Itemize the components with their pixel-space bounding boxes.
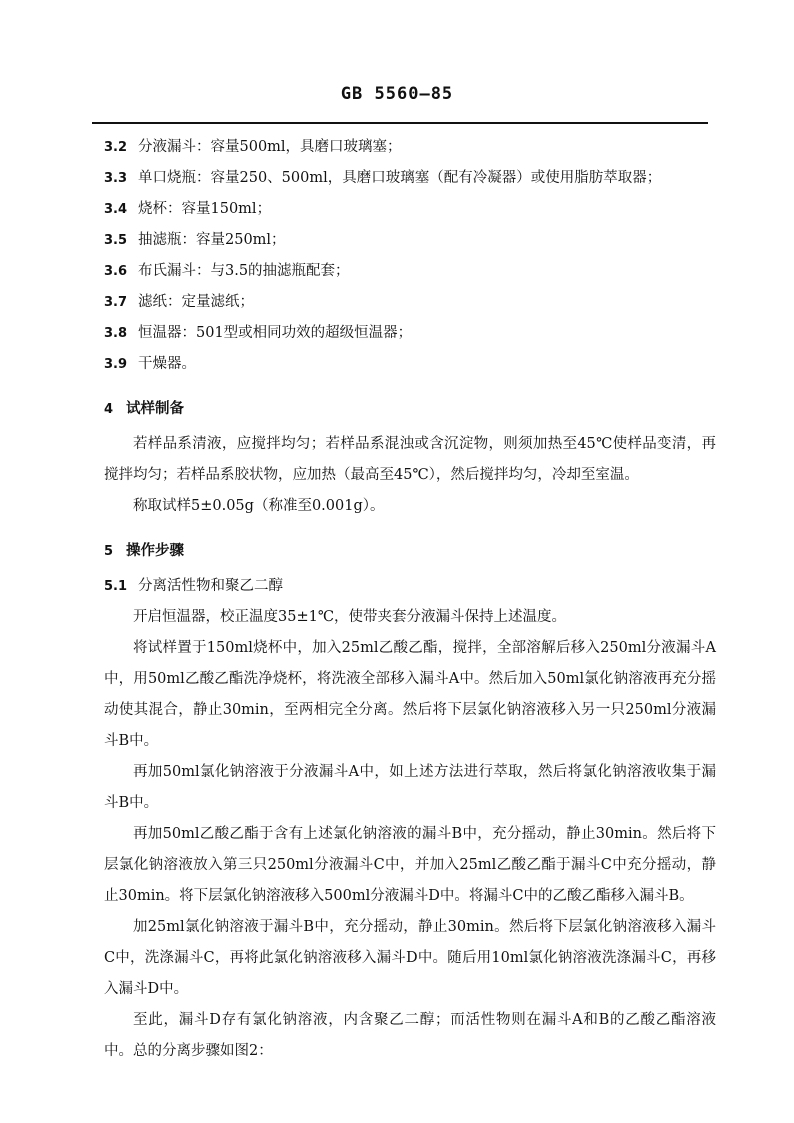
header-rule: [92, 122, 708, 124]
item-number: 3.3: [104, 171, 128, 186]
item-text: 烧杯：容量150ml；: [138, 201, 272, 217]
section-4-heading: [104, 394, 716, 425]
item-text: 抽滤瓶：容量250ml；: [138, 232, 286, 248]
apparatus-item: [104, 349, 716, 380]
subsection-5-1-heading: [104, 571, 716, 602]
paragraph: 至此，漏斗D存有氯化钠溶液，内含聚乙二醇；而活性物则在漏斗A和B的乙酸乙酯溶液中。总的分离步骤如图2：: [104, 1012, 716, 1059]
item-number: 3.7: [104, 295, 128, 310]
section-5-body: [104, 602, 716, 1067]
item-text: 干燥器。: [138, 356, 196, 372]
section-title: 操作步骤: [126, 543, 184, 559]
paragraph: 加25ml氯化钠溶液于漏斗B中，充分摇动，静止30min。然后将下层氯化钠溶液移入漏斗C中，洗涤漏斗C，再将此氯化钠溶液移入漏斗D中。随后用10ml氯化钠溶液洗涤漏斗C，再移入漏斗D中。: [104, 919, 716, 997]
section-number: 5: [104, 544, 114, 559]
document-body: [104, 132, 716, 1067]
apparatus-item: [104, 225, 716, 256]
standard-code-header: GB 5560—85: [340, 84, 454, 104]
section-number: 4: [104, 402, 114, 417]
item-number: 3.8: [104, 326, 128, 341]
item-text: 滤纸：定量滤纸；: [138, 294, 254, 310]
apparatus-item: [104, 132, 716, 163]
paragraph: 再加50ml乙酸乙酯于含有上述氯化钠溶液的漏斗B中，充分摇动，静止30min。然后将下层氯化钠溶液放入第三只250ml分液漏斗C中，并加入25ml乙酸乙酯于漏斗C中充分摇动，静止30min。将下层氯化钠溶液移入500ml分液漏斗D中。将漏斗C中的乙酸乙酯移入漏斗B。: [104, 826, 716, 904]
item-number: 3.5: [104, 233, 128, 248]
item-number: 3.6: [104, 264, 128, 279]
section-4-body: [104, 429, 716, 522]
item-number: 3.2: [104, 140, 128, 155]
section-5-heading: [104, 536, 716, 567]
item-number: 3.9: [104, 357, 128, 372]
apparatus-item: [104, 256, 716, 287]
paragraph: 若样品系清液，应搅拌均匀；若样品系混浊或含沉淀物，则须加热至45℃使样品变清，再搅拌均匀；若样品系胶状物，应加热（最高至45℃），然后搅拌均匀，冷却至室温。: [104, 436, 716, 483]
item-text: 布氏漏斗：与3.5的抽滤瓶配套；: [138, 263, 350, 279]
apparatus-item: [104, 318, 716, 349]
item-text: 分液漏斗：容量500ml，具磨口玻璃塞；: [138, 139, 402, 155]
paragraph: 将试样置于150ml烧杯中，加入25ml乙酸乙酯，搅拌，全部溶解后移入250ml分液漏斗A中，用50ml乙酸乙酯洗净烧杯，将洗液全部移入漏斗A中。然后加入50ml氯化钠溶液再充分摇动使其混合，静止30min，至两相完全分离。然后将下层氯化钠溶液移入另一只250ml分液漏斗B中。: [104, 640, 716, 749]
section-title: 试样制备: [126, 401, 184, 417]
paragraph: 再加50ml氯化钠溶液于分液漏斗A中，如上述方法进行萃取，然后将氯化钠溶液收集于漏斗B中。: [104, 764, 716, 811]
item-number: 3.4: [104, 202, 128, 217]
subsection-number: 5.1: [104, 579, 128, 594]
paragraph: 开启恒温器，校正温度35±1℃，使带夹套分液漏斗保持上述温度。: [133, 609, 567, 625]
item-text: 单口烧瓶：容量250、500ml，具磨口玻璃塞（配有冷凝器）或使用脂肪萃取器；: [138, 170, 662, 186]
apparatus-item: [104, 163, 716, 194]
apparatus-list: [104, 132, 716, 380]
paragraph: 称取试样5±0.05g（称准至0.001g）。: [133, 498, 385, 514]
item-text: 恒温器：501型或相同功效的超级恒温器；: [138, 325, 413, 341]
subsection-title: 分离活性物和聚乙二醇: [138, 578, 283, 594]
apparatus-item: [104, 287, 716, 318]
apparatus-item: [104, 194, 716, 225]
